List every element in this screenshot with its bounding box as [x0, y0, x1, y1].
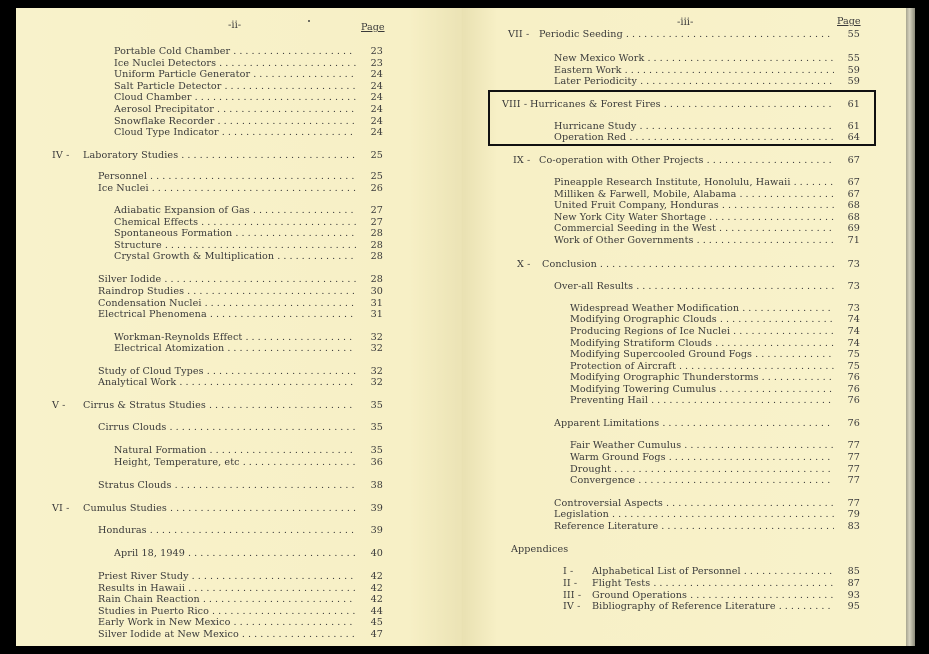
toc-page-number: 23	[370, 58, 383, 69]
toc-entry-title: Stratus Clouds . . .	[98, 480, 356, 491]
toc-entry-title: Personnel . . .	[98, 171, 356, 182]
toc-page-number: 73	[847, 303, 860, 314]
toc-entry-title: Hurricanes & Forest Fires . . .	[530, 99, 834, 110]
toc-entry-title: Cloud Chamber . . .	[114, 92, 356, 103]
toc-entry-title: Condensation Nuclei . . .	[98, 298, 356, 309]
toc-entry-title: Operation Red . . .	[554, 132, 834, 143]
toc-entry-title: Workman-Reynolds Effect . . .	[114, 332, 356, 343]
toc-page-number: 85	[847, 566, 860, 577]
toc-page-number: 23	[370, 46, 383, 57]
toc-page-number: 25	[370, 171, 383, 182]
toc-section-number: II -	[563, 578, 578, 589]
toc-entry-title: Apparent Limitations . . .	[554, 418, 834, 429]
toc-page-number: 27	[370, 217, 383, 228]
toc-page-number: 28	[370, 274, 383, 285]
toc-entry-title: Milliken & Farwell, Mobile, Alabama . . .	[554, 189, 834, 200]
toc-page-number: 74	[847, 326, 860, 337]
toc-page-number: 47	[370, 629, 383, 640]
toc-section-number: X -	[517, 259, 531, 270]
toc-entry-title: Protection of Aircraft . . .	[570, 361, 834, 372]
toc-entry-title: New York City Water Shortage . . .	[554, 212, 834, 223]
toc-entry-title: Early Work in New Mexico . . .	[98, 617, 356, 628]
toc-entry-title: Rain Chain Reaction . . .	[98, 594, 356, 605]
toc-entry-title: Cirrus & Stratus Studies . . .	[83, 400, 356, 411]
toc-entry-title: Aerosol Precipitator . . .	[114, 104, 356, 115]
toc-section-number: III -	[563, 590, 582, 601]
toc-page-number: 44	[370, 606, 383, 617]
toc-entry-title: Adiabatic Expansion of Gas . . .	[114, 205, 356, 216]
toc-entry-title: Ice Nuclei . . .	[98, 183, 356, 194]
toc-entry-title: Silver Iodide . . .	[98, 274, 356, 285]
toc-entry-title: Results in Hawaii . . .	[98, 583, 356, 594]
toc-page-number: 32	[370, 377, 383, 388]
toc-page-number: 67	[847, 189, 860, 200]
toc-section-number: VIII -	[502, 99, 528, 110]
toc-page-number: 79	[847, 509, 860, 520]
toc-entry-title: Work of Other Governments . . .	[554, 235, 834, 246]
toc-page-number: 74	[847, 314, 860, 325]
toc-page-number: 95	[847, 601, 860, 612]
toc-entry-title: Height, Temperature, etc . . .	[114, 457, 356, 468]
toc-entry-title: Cloud Type Indicator . . .	[114, 127, 356, 138]
toc-page-number: 32	[370, 343, 383, 354]
toc-entry-title: Analytical Work . . .	[98, 377, 356, 388]
toc-page-number: 59	[847, 76, 860, 87]
toc-entry-title: Structure . . .	[114, 240, 356, 251]
toc-page-number: 64	[847, 132, 860, 143]
toc-page-number: 76	[847, 418, 860, 429]
toc-section-number: VI -	[52, 503, 70, 514]
toc-entry-title: Periodic Seeding . . .	[539, 29, 834, 40]
left-page-column-label: Page	[361, 22, 385, 33]
toc-entry-title: Salt Particle Detector . . .	[114, 81, 356, 92]
toc-entry-title: Conclusion . . .	[542, 259, 834, 270]
toc-page-number: 73	[847, 259, 860, 270]
toc-entry-title: Modifying Orographic Clouds . . .	[570, 314, 834, 325]
toc-entry-title: Alphabetical List of Personnel . . .	[592, 566, 834, 577]
right-page-number: -iii-	[677, 17, 694, 28]
toc-section-number: IV -	[563, 601, 581, 612]
toc-entry-title: Legislation . . .	[554, 509, 834, 520]
right-page-column-label: Page	[837, 16, 861, 27]
toc-page-number: 93	[847, 590, 860, 601]
toc-page-number: 55	[847, 53, 860, 64]
toc-page-number: 77	[847, 464, 860, 475]
toc-entry-title: Reference Literature . . .	[554, 521, 834, 532]
toc-section-number: IV -	[52, 150, 70, 161]
toc-entry-title: Widespread Weather Modification . . .	[570, 303, 834, 314]
toc-page-number: 32	[370, 332, 383, 343]
toc-section-number: VII -	[508, 29, 530, 40]
toc-entry-title: Producing Regions of Ice Nuclei . . .	[570, 326, 834, 337]
toc-entry-title: Co-operation with Other Projects . . .	[539, 155, 834, 166]
toc-entry-title: Studies in Puerto Rico . . .	[98, 606, 356, 617]
toc-page-number: 75	[847, 361, 860, 372]
toc-page-number: 32	[370, 366, 383, 377]
toc-page-number: 24	[370, 116, 383, 127]
toc-page-number: 67	[847, 155, 860, 166]
toc-entry-title: Bibliography of Reference Literature . . .	[592, 601, 834, 612]
toc-page-number: 24	[370, 127, 383, 138]
toc-entry-title: Honduras . . .	[98, 525, 356, 536]
toc-page-number: 61	[847, 121, 860, 132]
toc-entry-title: Hurricane Study . . .	[554, 121, 834, 132]
toc-entry-title: Modifying Stratiform Clouds . . .	[570, 338, 834, 349]
toc-entry-title: Cumulus Studies . . .	[83, 503, 356, 514]
toc-entry-title: United Fruit Company, Honduras . . .	[554, 200, 834, 211]
toc-page-number: 77	[847, 498, 860, 509]
toc-page-number: 28	[370, 228, 383, 239]
toc-entry-title: Flight Tests . . .	[592, 578, 834, 589]
toc-entry-title: Ground Operations . . .	[592, 590, 834, 601]
toc-entry-title: Drought . . .	[570, 464, 834, 475]
toc-page-number: 35	[370, 400, 383, 411]
toc-section-number: IX -	[513, 155, 531, 166]
toc-page-number: 68	[847, 212, 860, 223]
toc-page-number: 74	[847, 338, 860, 349]
toc-page-number: 35	[370, 422, 383, 433]
toc-entry-title: Preventing Hail . . .	[570, 395, 834, 406]
toc-entry-title: Natural Formation . . .	[114, 445, 356, 456]
toc-page-number: 76	[847, 395, 860, 406]
toc-page-number: 83	[847, 521, 860, 532]
toc-page-number: 24	[370, 81, 383, 92]
toc-page-number: 59	[847, 65, 860, 76]
toc-page-number: 26	[370, 183, 383, 194]
toc-page-number: 69	[847, 223, 860, 234]
toc-page-number: 77	[847, 452, 860, 463]
speck	[308, 20, 310, 22]
toc-page-number: 42	[370, 583, 383, 594]
toc-entry-title: Priest River Study . . .	[98, 571, 356, 582]
toc-page-number: 45	[370, 617, 383, 628]
toc-entry-title: Convergence . . .	[570, 475, 834, 486]
toc-entry-title: Portable Cold Chamber . . .	[114, 46, 356, 57]
toc-entry-title: Commercial Seeding in the West . . .	[554, 223, 834, 234]
toc-entry-title: Appendices	[511, 544, 569, 555]
toc-entry-title: Eastern Work . . .	[554, 65, 834, 76]
toc-page-number: 42	[370, 571, 383, 582]
toc-page-number: 35	[370, 445, 383, 456]
left-page	[16, 8, 462, 646]
toc-page-number: 24	[370, 92, 383, 103]
toc-entry-title: Modifying Towering Cumulus . . .	[570, 384, 834, 395]
toc-page-number: 31	[370, 298, 383, 309]
toc-page-number: 77	[847, 440, 860, 451]
toc-page-number: 77	[847, 475, 860, 486]
toc-entry-title: Ice Nuclei Detectors . . .	[114, 58, 356, 69]
toc-entry-title: Cirrus Clouds . . .	[98, 422, 356, 433]
toc-entry-title: Crystal Growth & Multiplication . . .	[114, 251, 356, 262]
toc-page-number: 71	[847, 235, 860, 246]
toc-page-number: 36	[370, 457, 383, 468]
toc-page-number: 39	[370, 525, 383, 536]
toc-section-number: V -	[52, 400, 66, 411]
toc-page-number: 28	[370, 240, 383, 251]
toc-page-number: 42	[370, 594, 383, 605]
toc-entry-title: Uniform Particle Generator . . .	[114, 69, 356, 80]
toc-entry-title: Electrical Atomization . . .	[114, 343, 356, 354]
toc-page-number: 28	[370, 251, 383, 262]
toc-page-number: 68	[847, 200, 860, 211]
toc-entry-title: Over-all Results . . .	[554, 281, 834, 292]
toc-page-number: 67	[847, 177, 860, 188]
toc-section-number: I -	[563, 566, 574, 577]
toc-entry-title: Modifying Supercooled Ground Fogs . . .	[570, 349, 834, 360]
toc-entry-title: Controversial Aspects . . .	[554, 498, 834, 509]
toc-page-number: 73	[847, 281, 860, 292]
toc-page-number: 76	[847, 372, 860, 383]
toc-page-number: 24	[370, 104, 383, 115]
toc-entry-title: Study of Cloud Types . . .	[98, 366, 356, 377]
toc-entry-title: Raindrop Studies . . .	[98, 286, 356, 297]
toc-entry-title: Warm Ground Fogs . . .	[570, 452, 834, 463]
toc-entry-title: Later Periodicity . . .	[554, 76, 834, 87]
toc-entry-title: Snowflake Recorder . . .	[114, 116, 356, 127]
book-edge	[906, 8, 915, 646]
toc-page-number: 87	[847, 578, 860, 589]
toc-page-number: 75	[847, 349, 860, 360]
right-page	[462, 8, 906, 646]
toc-page-number: 40	[370, 548, 383, 559]
toc-entry-title: Pineapple Research Institute, Honolulu, Hawaii . . .	[554, 177, 834, 188]
toc-page-number: 76	[847, 384, 860, 395]
toc-page-number: 27	[370, 205, 383, 216]
toc-entry-title: New Mexico Work . . .	[554, 53, 834, 64]
toc-entry-title: Silver Iodide at New Mexico . . .	[98, 629, 356, 640]
toc-entry-title: Electrical Phenomena . . .	[98, 309, 356, 320]
toc-entry-title: Modifying Orographic Thunderstorms . . .	[570, 372, 834, 383]
toc-entry-title: Chemical Effects . . .	[114, 217, 356, 228]
toc-page-number: 24	[370, 69, 383, 80]
left-page-number: -ii-	[228, 20, 242, 31]
toc-entry-title: Laboratory Studies . . .	[83, 150, 356, 161]
toc-entry-title: Fair Weather Cumulus . . .	[570, 440, 834, 451]
toc-page-number: 55	[847, 29, 860, 40]
toc-page-number: 38	[370, 480, 383, 491]
toc-page-number: 31	[370, 309, 383, 320]
toc-page-number: 61	[847, 99, 860, 110]
toc-page-number: 30	[370, 286, 383, 297]
toc-page-number: 39	[370, 503, 383, 514]
toc-page-number: 25	[370, 150, 383, 161]
toc-entry-title: Spontaneous Formation . . .	[114, 228, 356, 239]
toc-entry-title: April 18, 1949 . . .	[114, 548, 356, 559]
